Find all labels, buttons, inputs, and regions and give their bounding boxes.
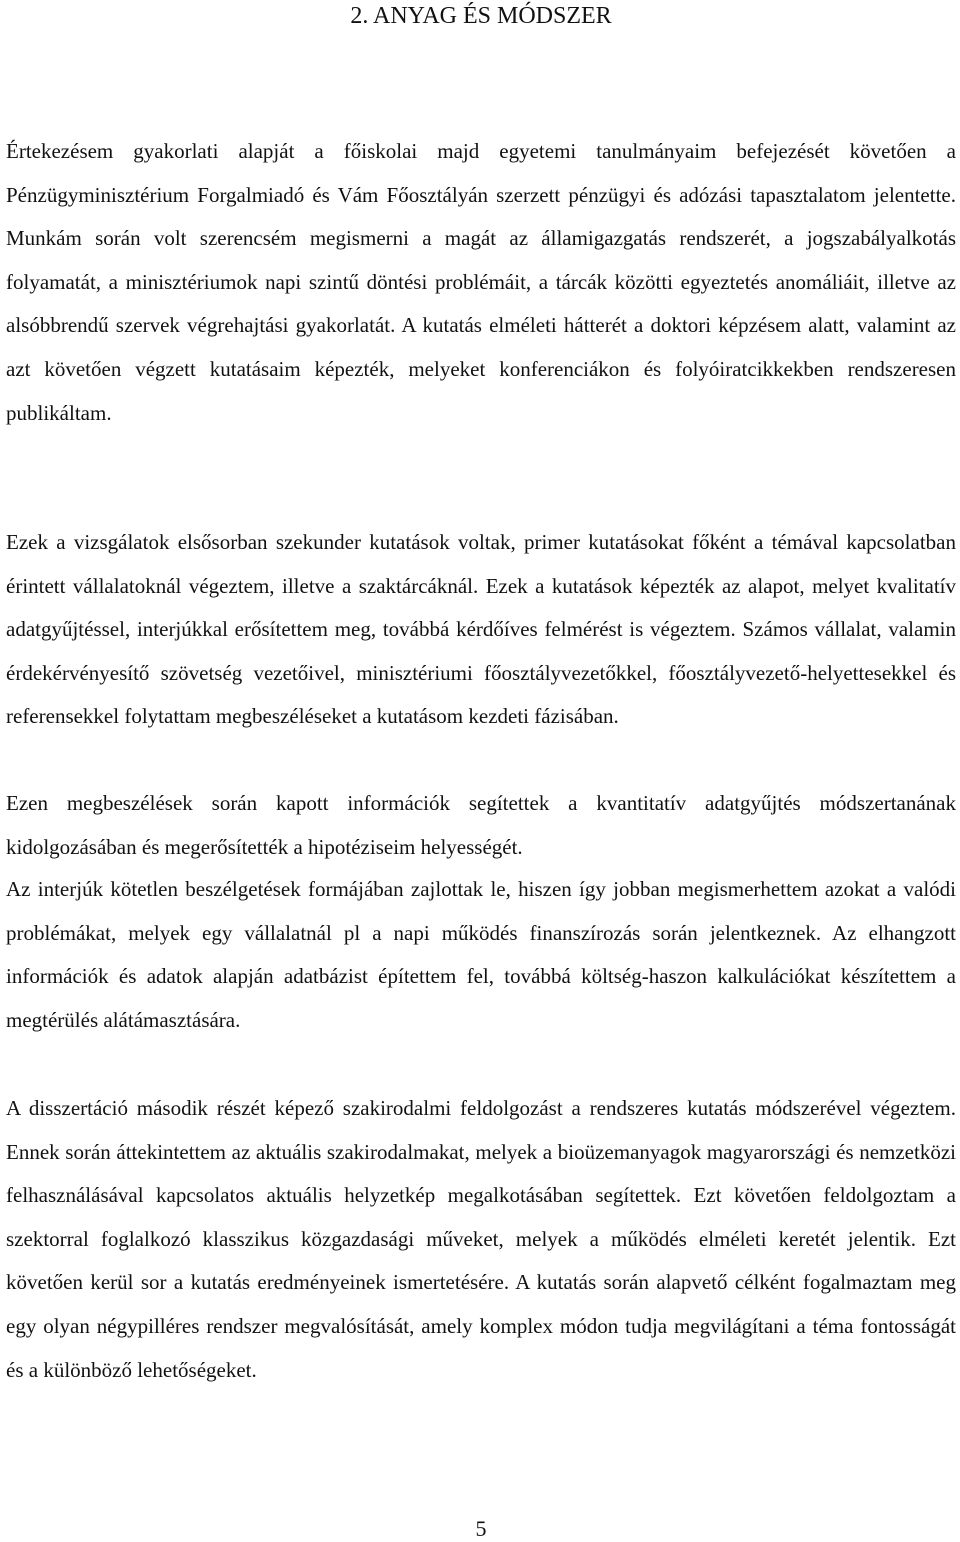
page-number: 5	[475, 1516, 487, 1541]
section-heading: 2. ANYAG ÉS MÓDSZER	[350, 3, 612, 29]
paragraph-research-methods: Ezek a vizsgálatok elsősorban szekunder kutatások voltak, primer kutatásokat főként a témával kapcsolatban érintett vállalatoknál végeztem, illetve a szaktárcáknál. Ezek a kutatások képezték az alapot, melyet kvalitatív adatgyűjtéssel, interjúkkal erősítettem meg, továbbá kérdőíves felmérést is végeztem. Számos vállalat, valamin érdekérvényesítő szövetség vezetőivel, minisztériumi főosztályvezetőkkel, főosztályvezető-helyettesekkel és referensekkel folytattam megbeszéléseket a kutatásom kezdeti fázisában.	[6, 530, 956, 729]
paragraph-practical-basis: Értekezésem gyakorlati alapját a főiskolai majd egyetemi tanulmányaim befejezését követően a Pénzügyminisztérium Forgalmiadó és Vám Főosztályán szerzett pénzügyi és adózási tapasztalatom jelentette. Munkám során volt szerencsém megismerni a magát az államigazgatás rendszerét, a jogszabályalkotás folyamatát, a minisztériumok napi szintű döntési problémáit, a tárcák közötti egyeztetés anomáliáit, illetve az alsóbbrendű szervek végrehajtási gyakorlatát. A kutatás elméleti hátterét a doktori képzésem alatt, valamint az azt követően végzett kutatásaim képezték, melyeket konferenciákon és folyóiratcikkekben rendszeresen publikáltam.	[6, 139, 956, 425]
paragraph-interviews: Az interjúk kötetlen beszélgetések formájában zajlottak le, hiszen így jobban megismerhettem azokat a valódi problémákat, melyek egy vállalatnál pl a napi működés finanszírozás során jelentkeznek. Az elhangzott információk és adatok alapján adatbázist építettem fel, továbbá költség-haszon kalkulációkat készítettem a megtérülés alátámasztására.	[6, 877, 956, 1032]
paragraph-literature-review: A disszertáció második részét képező szakirodalmi feldolgozást a rendszeres kutatás módszerével végeztem. Ennek során áttekintettem az aktuális szakirodalmakat, melyek a bioüzemanyagok magyarországi és nemzetközi felhasználásával kapcsolatos aktuális helyzetkép megalkotásában segítettek. Ezt követően feldolgoztam a szektorral foglalkozó klasszikus közgazdasági műveket, melyek a működés elméleti keretét jelentik. Ezt követően kerül sor a kutatás eredményeinek ismertetésére. A kutatás során alapvető célként fogalmaztam meg egy olyan négypilléres rendszer megvalósítását, amely komplex módon tudja megvilágítani a téma fontosságát és a különböző lehetőségeket.	[6, 1096, 956, 1382]
paragraph-discussions: Ezen megbeszélések során kapott információk segítettek a kvantitatív adatgyűjtés módszertanának kidolgozásában és megerősítették a hipotéziseim helyességét.	[6, 791, 956, 859]
